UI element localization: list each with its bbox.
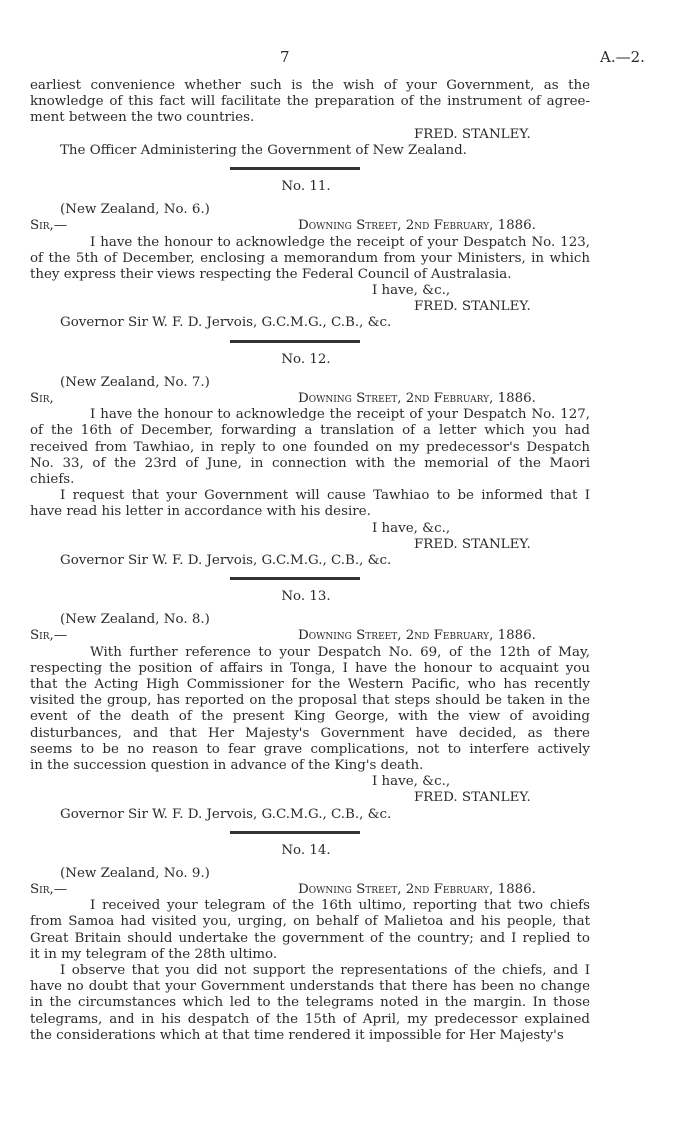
salutation-text: Sir,— [30, 882, 68, 898]
body-line: chiefs. [30, 471, 75, 487]
despatch-number: No. 13. [281, 589, 331, 605]
addressee: Governor Sir W. F. D. Jervois, G.C.M.G., C.B., &c. [60, 315, 392, 331]
addressee: Governor Sir W. F. D. Jervois, G.C.M.G., C.B., &c. [60, 806, 392, 822]
despatch-number: No. 12. [281, 351, 331, 367]
salutation-text: Sir,— [30, 218, 68, 234]
salutation [30, 391, 590, 407]
spacer [30, 859, 590, 866]
body-line: have read his letter in accordance with his desire. [30, 504, 371, 520]
body-line: I have the honour to acknowledge the receipt of your Despatch No. 123, [90, 234, 590, 250]
body-line: respecting the position of affairs in Tonga, I have the honour to acquaint you [30, 660, 590, 676]
section-divider [30, 569, 590, 589]
body-line: disturbances, and that Her Majesty's Government have decided, as there [30, 725, 590, 741]
signature: FRED. STANLEY. [414, 126, 531, 142]
body-line: knowledge of this fact will facilitate the preparation of the instrument of agree- [30, 94, 590, 110]
salutation [30, 628, 590, 644]
spacer [30, 195, 590, 202]
despatch-date: Downing Street, 2nd February, 1886. [298, 628, 536, 644]
body-line: With further reference to your Despatch No. 69, of the 12th of May, [90, 644, 590, 660]
body-line: I have the honour to acknowledge the receipt of your Despatch No. 127, [90, 407, 590, 423]
body-line: the considerations which at that time rendered it impossible for Her Majesty's [30, 1027, 564, 1043]
body-line: Great Britain should undertake the government of the country; and I replied to [30, 930, 590, 946]
body-line: I request that your Government will cause Tawhiao to be informed that I [60, 488, 590, 504]
body-line: visited the group, has reported on the proposal that steps should be taken in the [30, 693, 590, 709]
page-reference: A.—2. [600, 48, 645, 66]
despatch-reference: (New Zealand, No. 6.) [60, 202, 210, 218]
spacer [30, 605, 590, 612]
salutation-text: Sir,— [30, 628, 68, 644]
body-line: No. 33, of the 23rd of June, in connection with the memorial of the Maori [30, 455, 590, 471]
signature: FRED. STANLEY. [414, 299, 531, 315]
salutation [30, 218, 590, 234]
body-line: in the succession question in advance of the King's death. [30, 757, 424, 773]
body-line: ment between the two countries. [30, 110, 255, 126]
despatch-reference: (New Zealand, No. 7.) [60, 374, 210, 390]
signature: FRED. STANLEY. [414, 790, 531, 806]
body-line: telegrams, and in his despatch of the 15th of April, my predecessor explained [30, 1011, 590, 1027]
despatch-reference: (New Zealand, No. 9.) [60, 865, 210, 881]
body-line: of the 5th of December, enclosing a memorandum from your Ministers, in which [30, 250, 590, 266]
body-line: received from Tawhiao, in reply to one founded on my predecessor's Despatch [30, 439, 590, 455]
despatch-number: No. 14. [281, 842, 331, 858]
document-body [30, 78, 590, 1044]
despatch-date: Downing Street, 2nd February, 1886. [298, 391, 536, 406]
body-line: in the circumstances which led to the telegrams noted in the margin. In those [30, 995, 590, 1011]
body-line: earliest convenience whether such is the wish of your Government, as the [30, 78, 590, 93]
body-line: of the 16th of December, forwarding a translation of a letter which you had [30, 423, 590, 439]
body-line: I received your telegram of the 16th ultimo, reporting that two chiefs [90, 898, 590, 914]
body-line: I observe that you did not support the representations of the chiefs, and I [60, 963, 590, 978]
spacer [30, 368, 590, 375]
salutation [30, 882, 590, 898]
body-line: from Samoa had visited you, urging, on behalf of Malietoa and his people, that [30, 914, 590, 930]
closing-have: I have, &c., [372, 774, 451, 790]
addressee: The Officer Administering the Government of New Zealand. [60, 142, 467, 158]
addressee: Governor Sir W. F. D. Jervois, G.C.M.G., C.B., &c. [60, 552, 392, 568]
body-line: they express their views respecting the Federal Council of Australasia. [30, 266, 512, 282]
body-line: seems to be no reason to fear grave complications, not to interfere actively [30, 741, 590, 757]
despatch-date: Downing Street, 2nd February, 1886. [298, 882, 536, 898]
despatch-number: No. 11. [281, 178, 331, 194]
section-divider [30, 159, 590, 179]
closing-have: I have, &c., [372, 520, 451, 536]
body-line: that the Acting High Commissioner for the Western Pacific, who has recently [30, 677, 590, 692]
body-line: event of the death of the present King George, with the view of avoiding [30, 709, 590, 725]
despatch-date: Downing Street, 2nd February, 1886. [298, 218, 536, 234]
page-number: 7 [280, 48, 290, 66]
despatch-reference: (New Zealand, No. 8.) [60, 612, 210, 628]
section-divider [30, 332, 590, 352]
closing-have: I have, &c., [372, 283, 451, 299]
body-line: it in my telegram of the 28th ultimo. [30, 946, 278, 962]
section-divider [30, 823, 590, 843]
salutation-text: Sir, [30, 391, 54, 406]
body-line: have no doubt that your Government understands that there has been no change [30, 979, 590, 995]
signature: FRED. STANLEY. [414, 536, 531, 552]
